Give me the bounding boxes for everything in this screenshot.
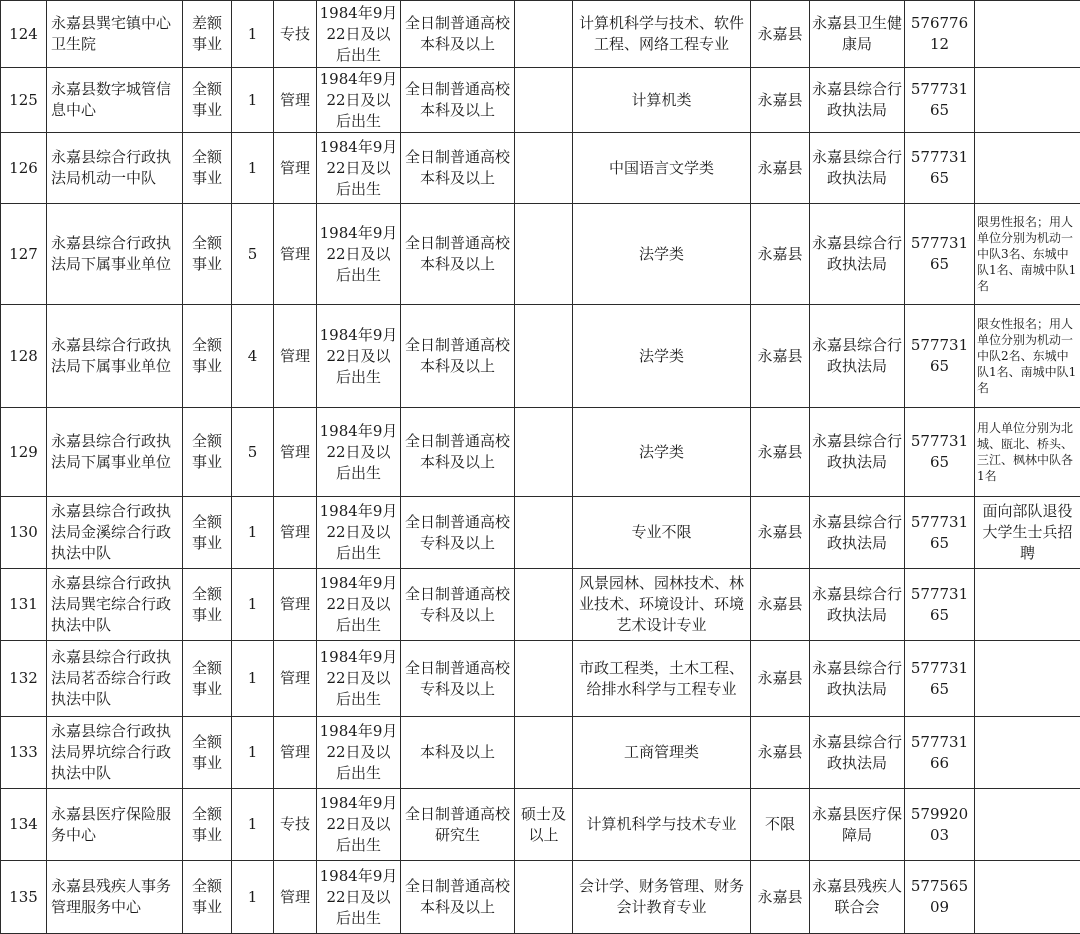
degree-requirement (515, 641, 573, 717)
funding-type: 差额事业 (183, 1, 232, 68)
remarks (975, 68, 1080, 133)
age-requirement: 1984年9月22日及以后出生 (317, 408, 401, 497)
household-region: 永嘉县 (751, 305, 810, 408)
contact-phone: 57992003 (905, 789, 975, 861)
degree-requirement (515, 68, 573, 133)
major-requirement: 专业不限 (573, 497, 751, 569)
supervising-department: 永嘉县综合行政执法局 (810, 717, 905, 789)
education-requirement: 全日制普通高校本科及以上 (401, 1, 515, 68)
remarks (975, 641, 1080, 717)
major-requirement: 风景园林、园林技术、林业技术、环境设计、环境艺术设计专业 (573, 569, 751, 641)
headcount: 1 (232, 569, 274, 641)
position-type: 管理 (274, 408, 317, 497)
degree-requirement (515, 569, 573, 641)
headcount: 1 (232, 1, 274, 68)
household-region: 永嘉县 (751, 408, 810, 497)
household-region: 永嘉县 (751, 569, 810, 641)
contact-phone: 57677612 (905, 1, 975, 68)
education-requirement: 全日制普通高校本科及以上 (401, 133, 515, 204)
education-requirement: 全日制普通高校本科及以上 (401, 68, 515, 133)
remarks (975, 133, 1080, 204)
major-requirement: 法学类 (573, 305, 751, 408)
remarks: 面向部队退役大学生士兵招聘 (975, 497, 1080, 569)
remarks (975, 717, 1080, 789)
degree-requirement (515, 133, 573, 204)
contact-phone: 57773165 (905, 497, 975, 569)
household-region: 永嘉县 (751, 641, 810, 717)
hiring-unit: 永嘉县综合行政执法局巽宅综合行政执法中队 (47, 569, 183, 641)
table-row (1, 133, 1080, 204)
age-requirement: 1984年9月22日及以后出生 (317, 497, 401, 569)
age-requirement: 1984年9月22日及以后出生 (317, 305, 401, 408)
hiring-unit: 永嘉县综合行政执法局下属事业单位 (47, 204, 183, 305)
row-number: 134 (1, 789, 47, 861)
household-region: 永嘉县 (751, 717, 810, 789)
table-row (1, 497, 1080, 569)
supervising-department: 永嘉县综合行政执法局 (810, 204, 905, 305)
table-row (1, 569, 1080, 641)
table-row (1, 204, 1080, 305)
supervising-department: 永嘉县综合行政执法局 (810, 497, 905, 569)
headcount: 1 (232, 717, 274, 789)
remarks (975, 861, 1080, 934)
position-type: 管理 (274, 717, 317, 789)
degree-requirement (515, 305, 573, 408)
age-requirement: 1984年9月22日及以后出生 (317, 569, 401, 641)
hiring-unit: 永嘉县综合行政执法局下属事业单位 (47, 305, 183, 408)
degree-requirement (515, 717, 573, 789)
remarks (975, 789, 1080, 861)
headcount: 4 (232, 305, 274, 408)
major-requirement: 法学类 (573, 204, 751, 305)
hiring-unit: 永嘉县综合行政执法局茗岙综合行政执法中队 (47, 641, 183, 717)
supervising-department: 永嘉县综合行政执法局 (810, 641, 905, 717)
contact-phone: 57756509 (905, 861, 975, 934)
household-region: 永嘉县 (751, 68, 810, 133)
funding-type: 全额事业 (183, 305, 232, 408)
degree-requirement (515, 204, 573, 305)
hiring-unit: 永嘉县综合行政执法局界坑综合行政执法中队 (47, 717, 183, 789)
funding-type: 全额事业 (183, 408, 232, 497)
headcount: 1 (232, 641, 274, 717)
funding-type: 全额事业 (183, 497, 232, 569)
row-number: 128 (1, 305, 47, 408)
table-row (1, 641, 1080, 717)
position-type: 管理 (274, 305, 317, 408)
position-type: 管理 (274, 861, 317, 934)
major-requirement: 计算机科学与技术、软件工程、网络工程专业 (573, 1, 751, 68)
education-requirement: 全日制普通高校本科及以上 (401, 861, 515, 934)
headcount: 5 (232, 204, 274, 305)
degree-requirement (515, 1, 573, 68)
contact-phone: 57773165 (905, 641, 975, 717)
age-requirement: 1984年9月22日及以后出生 (317, 133, 401, 204)
hiring-unit: 永嘉县巽宅镇中心卫生院 (47, 1, 183, 68)
supervising-department: 永嘉县综合行政执法局 (810, 305, 905, 408)
headcount: 5 (232, 408, 274, 497)
major-requirement: 法学类 (573, 408, 751, 497)
education-requirement: 本科及以上 (401, 717, 515, 789)
hiring-unit: 永嘉县综合行政执法局机动一中队 (47, 133, 183, 204)
contact-phone: 57773165 (905, 68, 975, 133)
contact-phone: 57773165 (905, 569, 975, 641)
age-requirement: 1984年9月22日及以后出生 (317, 68, 401, 133)
education-requirement: 全日制普通高校研究生 (401, 789, 515, 861)
remarks (975, 1, 1080, 68)
supervising-department: 永嘉县医疗保障局 (810, 789, 905, 861)
position-type: 管理 (274, 569, 317, 641)
hiring-unit: 永嘉县残疾人事务管理服务中心 (47, 861, 183, 934)
funding-type: 全额事业 (183, 641, 232, 717)
supervising-department: 永嘉县综合行政执法局 (810, 133, 905, 204)
funding-type: 全额事业 (183, 717, 232, 789)
major-requirement: 市政工程类，土木工程、给排水科学与工程专业 (573, 641, 751, 717)
age-requirement: 1984年9月22日及以后出生 (317, 789, 401, 861)
contact-phone: 57773165 (905, 408, 975, 497)
row-number: 135 (1, 861, 47, 934)
position-type: 专技 (274, 1, 317, 68)
household-region: 永嘉县 (751, 133, 810, 204)
headcount: 1 (232, 497, 274, 569)
hiring-unit: 永嘉县综合行政执法局下属事业单位 (47, 408, 183, 497)
supervising-department: 永嘉县卫生健康局 (810, 1, 905, 68)
table-row (1, 68, 1080, 133)
education-requirement: 全日制普通高校本科及以上 (401, 204, 515, 305)
funding-type: 全额事业 (183, 861, 232, 934)
supervising-department: 永嘉县综合行政执法局 (810, 408, 905, 497)
position-type: 管理 (274, 133, 317, 204)
headcount: 1 (232, 789, 274, 861)
funding-type: 全额事业 (183, 204, 232, 305)
age-requirement: 1984年9月22日及以后出生 (317, 1, 401, 68)
degree-requirement (515, 408, 573, 497)
table-row (1, 861, 1080, 934)
hiring-unit: 永嘉县综合行政执法局金溪综合行政执法中队 (47, 497, 183, 569)
table-body (1, 1, 1080, 934)
degree-requirement: 硕士及以上 (515, 789, 573, 861)
row-number: 125 (1, 68, 47, 133)
age-requirement: 1984年9月22日及以后出生 (317, 204, 401, 305)
household-region: 永嘉县 (751, 204, 810, 305)
education-requirement: 全日制普通高校专科及以上 (401, 569, 515, 641)
funding-type: 全额事业 (183, 68, 232, 133)
major-requirement: 工商管理类 (573, 717, 751, 789)
supervising-department: 永嘉县综合行政执法局 (810, 569, 905, 641)
contact-phone: 57773165 (905, 305, 975, 408)
table-row (1, 305, 1080, 408)
hiring-unit: 永嘉县数字城管信息中心 (47, 68, 183, 133)
supervising-department: 永嘉县综合行政执法局 (810, 68, 905, 133)
degree-requirement (515, 861, 573, 934)
age-requirement: 1984年9月22日及以后出生 (317, 861, 401, 934)
row-number: 130 (1, 497, 47, 569)
row-number: 132 (1, 641, 47, 717)
age-requirement: 1984年9月22日及以后出生 (317, 641, 401, 717)
major-requirement: 会计学、财务管理、财务会计教育专业 (573, 861, 751, 934)
remarks: 限男性报名；用人单位分别为机动一中队3名、东城中队1名、南城中队1名 (975, 204, 1080, 305)
education-requirement: 全日制普通高校本科及以上 (401, 305, 515, 408)
remarks (975, 569, 1080, 641)
education-requirement: 全日制普通高校本科及以上 (401, 408, 515, 497)
household-region: 永嘉县 (751, 497, 810, 569)
hiring-unit: 永嘉县医疗保险服务中心 (47, 789, 183, 861)
table-row (1, 717, 1080, 789)
position-type: 管理 (274, 497, 317, 569)
row-number: 126 (1, 133, 47, 204)
position-type: 管理 (274, 204, 317, 305)
contact-phone: 57773165 (905, 133, 975, 204)
funding-type: 全额事业 (183, 133, 232, 204)
education-requirement: 全日制普通高校专科及以上 (401, 641, 515, 717)
headcount: 1 (232, 861, 274, 934)
major-requirement: 中国语言文学类 (573, 133, 751, 204)
remarks: 用人单位分别为北城、瓯北、桥头、三江、枫林中队各1名 (975, 408, 1080, 497)
table-row (1, 789, 1080, 861)
row-number: 133 (1, 717, 47, 789)
household-region: 不限 (751, 789, 810, 861)
position-type: 专技 (274, 789, 317, 861)
table-row (1, 408, 1080, 497)
headcount: 1 (232, 133, 274, 204)
age-requirement: 1984年9月22日及以后出生 (317, 717, 401, 789)
position-type: 管理 (274, 641, 317, 717)
remarks: 限女性报名；用人单位分别为机动一中队2名、东城中队1名、南城中队1名 (975, 305, 1080, 408)
row-number: 129 (1, 408, 47, 497)
household-region: 永嘉县 (751, 861, 810, 934)
table-row (1, 1, 1080, 68)
degree-requirement (515, 497, 573, 569)
household-region: 永嘉县 (751, 1, 810, 68)
major-requirement: 计算机类 (573, 68, 751, 133)
contact-phone: 57773166 (905, 717, 975, 789)
position-type: 管理 (274, 68, 317, 133)
funding-type: 全额事业 (183, 569, 232, 641)
row-number: 124 (1, 1, 47, 68)
row-number: 131 (1, 569, 47, 641)
supervising-department: 永嘉县残疾人联合会 (810, 861, 905, 934)
major-requirement: 计算机科学与技术专业 (573, 789, 751, 861)
contact-phone: 57773165 (905, 204, 975, 305)
education-requirement: 全日制普通高校专科及以上 (401, 497, 515, 569)
funding-type: 全额事业 (183, 789, 232, 861)
row-number: 127 (1, 204, 47, 305)
headcount: 1 (232, 68, 274, 133)
